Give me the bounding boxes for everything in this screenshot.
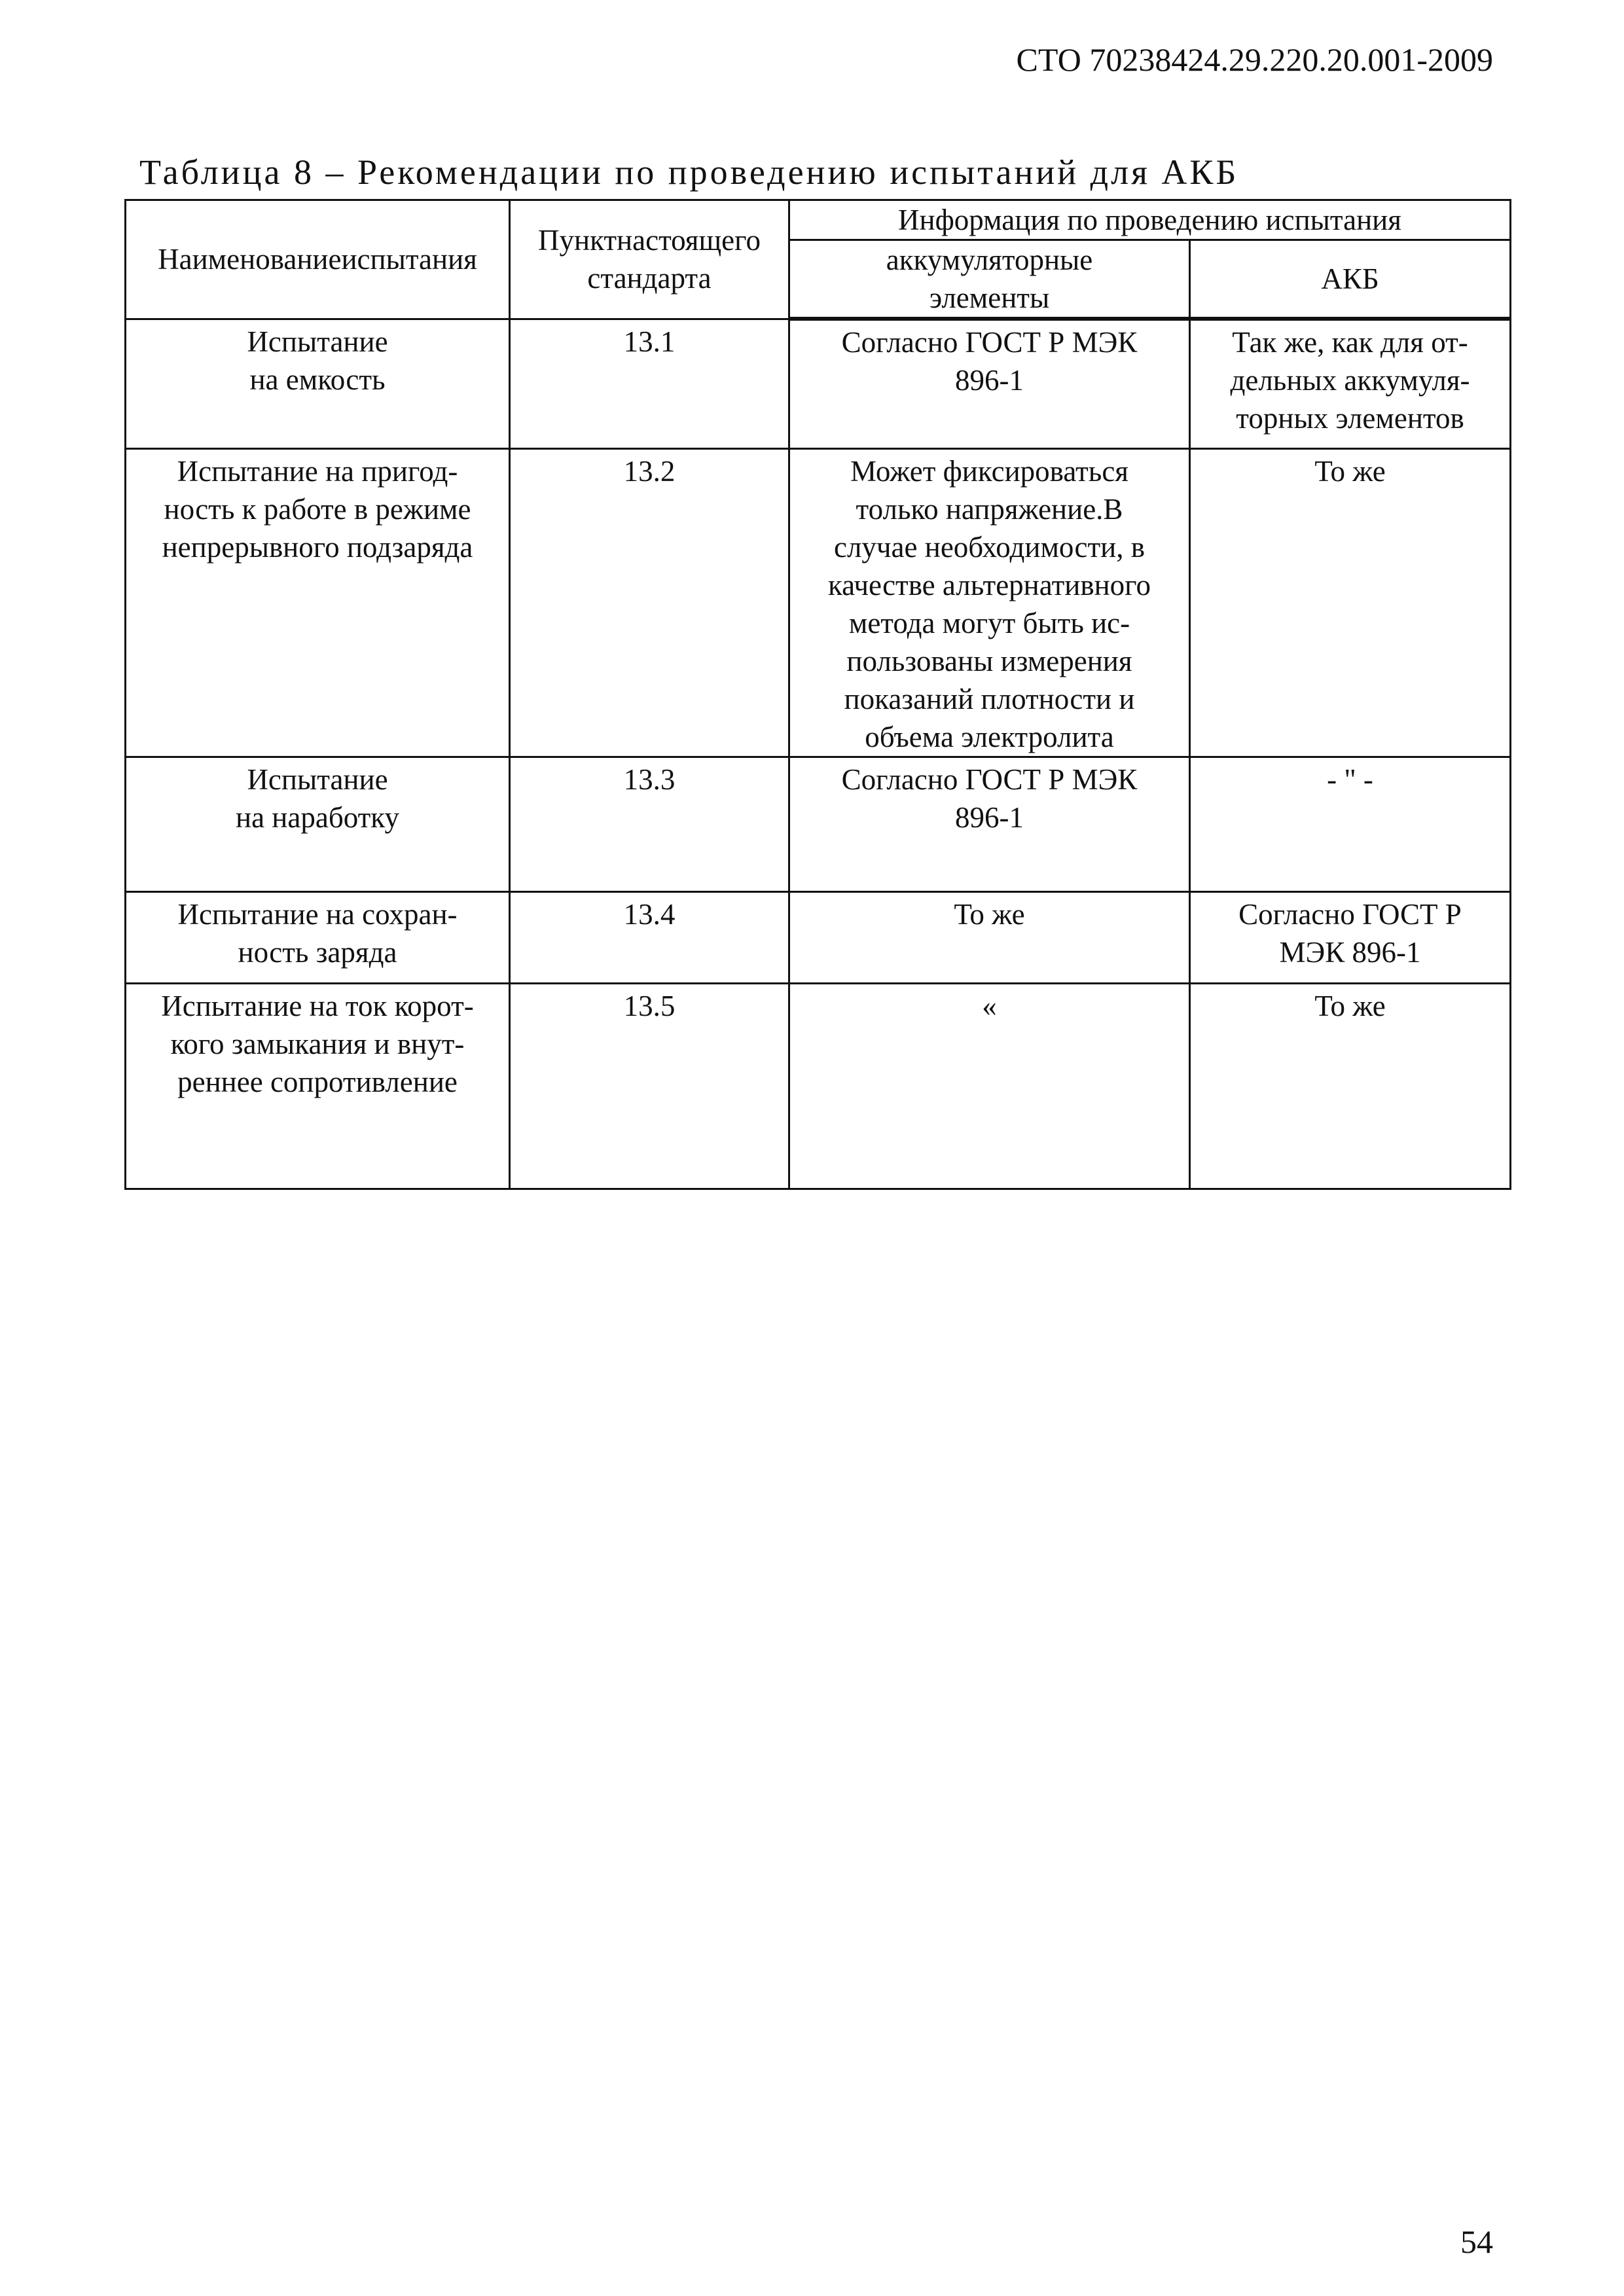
page-number: 54 — [1460, 2223, 1493, 2260]
cell-akb-info — [1190, 983, 1511, 1189]
cell-line: на емкость — [249, 363, 386, 396]
cell-line: Испытание — [247, 762, 388, 796]
cell-line: Согласно ГОСТ Р МЭК — [841, 326, 1138, 359]
cell-line: реннее сопротивление — [177, 1065, 458, 1098]
cell-cells-info — [789, 319, 1190, 448]
table-caption: Таблица 8 – Рекомендации по проведению испытаний для АКБ — [139, 152, 1239, 192]
header-cells — [789, 240, 1190, 319]
cell-akb-info — [1190, 891, 1511, 983]
cell-cells-info — [789, 891, 1190, 983]
cell-line: 896-1 — [955, 800, 1024, 834]
cell-line: Испытание — [247, 325, 388, 358]
cell-test-name — [126, 319, 510, 448]
cell-line: дельных аккумуля- — [1230, 364, 1470, 397]
cell-line: - " - — [1327, 762, 1373, 796]
cell-line: ность заряда — [238, 935, 397, 969]
cell-line: Испытание на ток корот- — [161, 989, 474, 1022]
cell-test-name — [126, 448, 510, 757]
cell-clause: 13.1 — [510, 319, 789, 448]
cell-akb-info — [1190, 448, 1511, 757]
cell-line: ность к работе в режиме — [164, 492, 471, 526]
cell-line: Так же, как для от- — [1232, 326, 1468, 359]
cell-line: То же — [954, 897, 1025, 931]
header-test-name: Наименованиеиспытания — [126, 200, 510, 319]
cell-line: То же — [1314, 989, 1386, 1022]
document-code: СТО 70238424.29.220.20.001-2009 — [1016, 41, 1493, 78]
header-akb: АКБ — [1190, 240, 1511, 319]
cell-line: показаний плотности и — [844, 682, 1135, 715]
cell-line: непрерывного подзаряда — [162, 530, 473, 564]
cell-line: Может фиксироваться — [850, 454, 1129, 488]
cell-clause: 13.4 — [510, 891, 789, 983]
cell-clause: 13.5 — [510, 983, 789, 1189]
cell-clause: 13.3 — [510, 757, 789, 891]
cell-akb-info — [1190, 757, 1511, 891]
header-clause-line: стандарта — [587, 262, 712, 295]
cell-test-name — [126, 891, 510, 983]
cell-line: пользованы измерения — [846, 644, 1132, 677]
cell-line: качестве альтернативного — [827, 568, 1151, 601]
test-recommendations-table — [124, 199, 1511, 1190]
cell-line: Испытание на сохран- — [177, 897, 458, 931]
cell-test-name — [126, 757, 510, 891]
header-clause-line: Пунктнастоящего — [538, 224, 761, 257]
cell-line: Согласно ГОСТ Р — [1238, 897, 1462, 931]
cell-line: объема электролита — [865, 720, 1114, 753]
table-row — [126, 448, 1511, 757]
cell-line: Испытание на пригод- — [177, 454, 458, 488]
cell-line: метода могут быть ис- — [848, 606, 1130, 639]
cell-line: только напряжение.В — [856, 492, 1123, 526]
header-clause — [510, 200, 789, 319]
cell-line: торных элементов — [1236, 402, 1464, 435]
cell-cells-info — [789, 757, 1190, 891]
cell-line: « — [982, 989, 997, 1022]
cell-cells-info — [789, 983, 1190, 1189]
table-row — [126, 319, 1511, 448]
header-cells-line: аккумуляторные — [886, 243, 1093, 276]
table-row — [126, 983, 1511, 1189]
cell-line: МЭК 896-1 — [1279, 935, 1421, 969]
cell-cells-info — [789, 448, 1190, 757]
cell-line: То же — [1314, 454, 1386, 488]
table-row — [126, 757, 1511, 891]
cell-line: на наработку — [235, 800, 400, 834]
cell-clause: 13.2 — [510, 448, 789, 757]
cell-line: 896-1 — [955, 364, 1024, 397]
cell-line: кого замыкания и внут- — [170, 1027, 465, 1060]
cell-test-name — [126, 983, 510, 1189]
table-row — [126, 891, 1511, 983]
cell-line: случае необходимости, в — [833, 530, 1146, 564]
header-test-info: Информация по проведению испытания — [789, 200, 1511, 240]
cell-akb-info — [1190, 319, 1511, 448]
header-cells-line: элементы — [929, 281, 1050, 314]
cell-line: Согласно ГОСТ Р МЭК — [841, 762, 1138, 796]
